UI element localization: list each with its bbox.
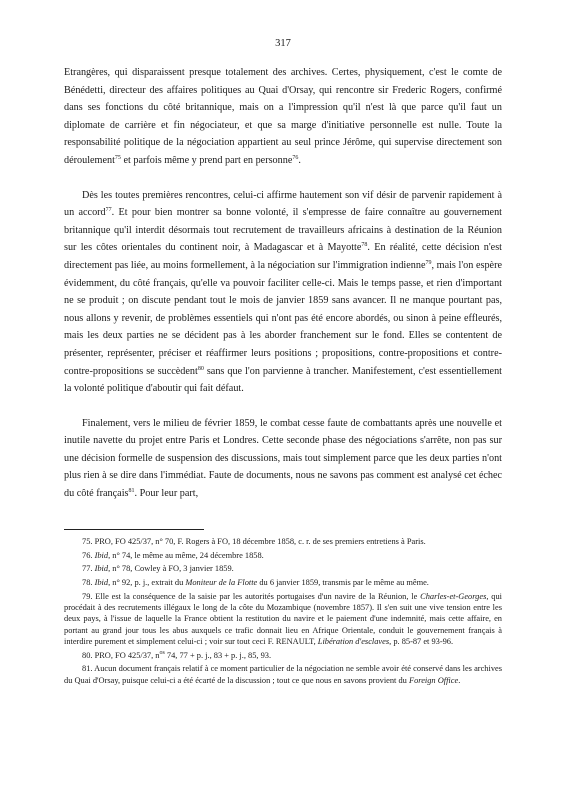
- footnote-75: [64, 536, 502, 547]
- paragraph-1: [64, 64, 502, 170]
- footnote-text: 78.: [82, 578, 95, 588]
- footnote-80: [64, 650, 502, 661]
- paragraph-text: et parfois même y prend part en personne: [120, 154, 293, 166]
- paragraph-2: [64, 187, 502, 398]
- footnote-text: 76.: [82, 550, 95, 560]
- footnote-italic: Ibid: [94, 550, 109, 560]
- footnote-ref-77[interactable]: 77: [105, 207, 112, 214]
- footnote-ref-80[interactable]: 80: [197, 365, 204, 372]
- footnote-ref-79[interactable]: 79: [425, 259, 432, 266]
- footnote-78: [64, 577, 502, 588]
- footnote-ref-78[interactable]: 78: [361, 242, 368, 249]
- footnote-ref-75[interactable]: 75: [114, 154, 121, 161]
- footnote-77: [64, 563, 502, 574]
- paragraph-text: , mais l'on espère évidemment, du côté français, qu'elle va pouvoir faciliter celle-ci. Mais le temps passe, et rien d'important ne se produit ; on discute pendant tout le mois de janvier 1859 sans avancer. Il ne manque pourtant pas, nous allons y revenir, de problèmes essentiels qui n'ont pas été encore abordés, ou sinon à peine effleurés, mais les deux parties ne se décident pas à les aborder franchement sur le fond. Elles se contentent de présenter, représenter, préciser et réaffirmer leurs positions ; propositions, contre-propositions et contre-contre-propositions se succèdent: [64, 259, 502, 377]
- paragraph-text: Finalement, vers le milieu de février 1859, le combat cesse faute de combattants après une nouvelle et inutile navette du projet entre Paris et Londres. Cette seconde phase des négociations s'arrête, non pas sur une décision formelle de suspension des discussions, mais tout simplement parce que les deux parties n'ont plus rien à se dire dans l'immédiat. Faute de documents, nous ne savons pas comment est analysé cet échec du côté français: [64, 417, 502, 500]
- footnote-text: .: [458, 675, 461, 685]
- footnote-text: , n° 92, p. j., extrait du: [108, 578, 186, 588]
- footnote-text: , qui procédait à des recrutements illégaux le long de la côte du Mozambique (novembre 1857). Il s'en suit une vive tension entre les deux pays, à l'issue de laquelle la France obtient la restitution du navire et le paiement d'une indemnité, mais cette affaire, en portant au grand jour tous les abus auxquels ce trafic donnait lieu en Afrique Orientale, conduit le gouvernement français à interdire purement et simplement celui-ci ; voir sur tout ceci F. RENAULT,: [64, 591, 502, 646]
- paragraph-text: Dès les toutes premières rencontres, celui-ci affirme hautement son vif désir de parvenir rapidement à un accord: [64, 189, 502, 219]
- footnote-text: 79. Elle est la conséquence de la saisie par les autorités portugaises d'un navire de la Réunion, le: [82, 591, 421, 601]
- footnote-ref-81[interactable]: 81: [128, 488, 135, 495]
- body-text: [64, 64, 502, 503]
- footnote-text: 80. PRO, FO 425/37, n: [82, 650, 160, 660]
- footnote-text: du 6 janvier 1859, transmis par le même au même.: [257, 578, 429, 588]
- footnote-ref-76[interactable]: 76: [292, 154, 299, 161]
- footnote-81: [64, 663, 502, 686]
- paragraph-text: sans que l'on parvienne à trancher. Manifestement, c'est essentiellement la volonté politique d'aboutir qui fait défaut.: [64, 365, 502, 395]
- paragraph-text: . Et pour bien montrer sa bonne volonté, il s'empresse de faire connaître au gouvernement britannique qu'il interdit désormais tout recrutement de travailleurs africains à destination de la Réunion sur les côtes orientales du continent noir, à Madagascar et à Mayotte: [64, 207, 502, 254]
- footnote-text: 75. PRO, FO 425/37, n° 70, F. Rogers à FO, 18 décembre 1858, c. r. de ses premiers entretiens à Paris.: [82, 537, 426, 546]
- footnote-text: 81. Aucun document français relatif à ce moment particulier de la négociation ne semble avoir été conservé dans les archives du Quai d'Orsay, puisque celui-ci a été écarté de la discussion ; tout ce que nous en savons provient du: [64, 664, 502, 685]
- footnote-text: 77.: [82, 564, 95, 574]
- paragraph-text: Etrangères, qui disparaissent presque totalement des archives. Certes, physiquement, c'est le comte de Bénédetti, directeur des affaires politiques au Quai d'Orsay, qui rencontre sir Frederic Rogers, confirmé dans ses fonctions du côté britannique, mais on a l'impression qu'il n'est là que parce qu'il faut un diplomate de carrière et fin négociateur, et que sa marge d'initiative personnelle est nulle. Toute la responsabilité politique de la négociation appartient au seul prince Jérôme, qui supervise directement son déroulement: [64, 67, 502, 166]
- footnote-text: , p. 85-87 et 93-96.: [389, 636, 454, 646]
- paragraph-text: . En réalité, cette décision n'est directement pas liée, au moins formellement, à la négociation sur l'immigration indienne: [64, 242, 503, 271]
- footnotes: [64, 536, 502, 688]
- footnote-italic: Foreign Office: [408, 675, 459, 685]
- footnote-separator: [64, 529, 204, 530]
- paragraph-3: [64, 415, 502, 503]
- footnote-italic: Ibid: [94, 578, 109, 588]
- footnote-text: , n° 74, le même au même, 24 décembre 1858.: [108, 550, 264, 560]
- footnote-text: , n° 78, Cowley à FO, 3 janvier 1859.: [108, 564, 234, 574]
- footnote-79: [64, 591, 502, 647]
- paragraph-text: . Pour leur part,: [134, 488, 199, 500]
- footnote-italic: Ibid: [94, 564, 109, 574]
- page-number: 317: [275, 38, 291, 49]
- footnote-text: 74, 77 + p. j., 83 + p. j., 85, 93.: [164, 650, 272, 660]
- footnote-italic: Charles-et-Georges: [420, 591, 487, 601]
- footnote-italic: Libération d'esclaves: [317, 636, 390, 646]
- paragraph-text: .: [298, 154, 301, 166]
- footnote-italic: Moniteur de la Flotte: [185, 578, 258, 588]
- footnote-superscript: os: [159, 649, 165, 656]
- footnote-76: [64, 550, 502, 561]
